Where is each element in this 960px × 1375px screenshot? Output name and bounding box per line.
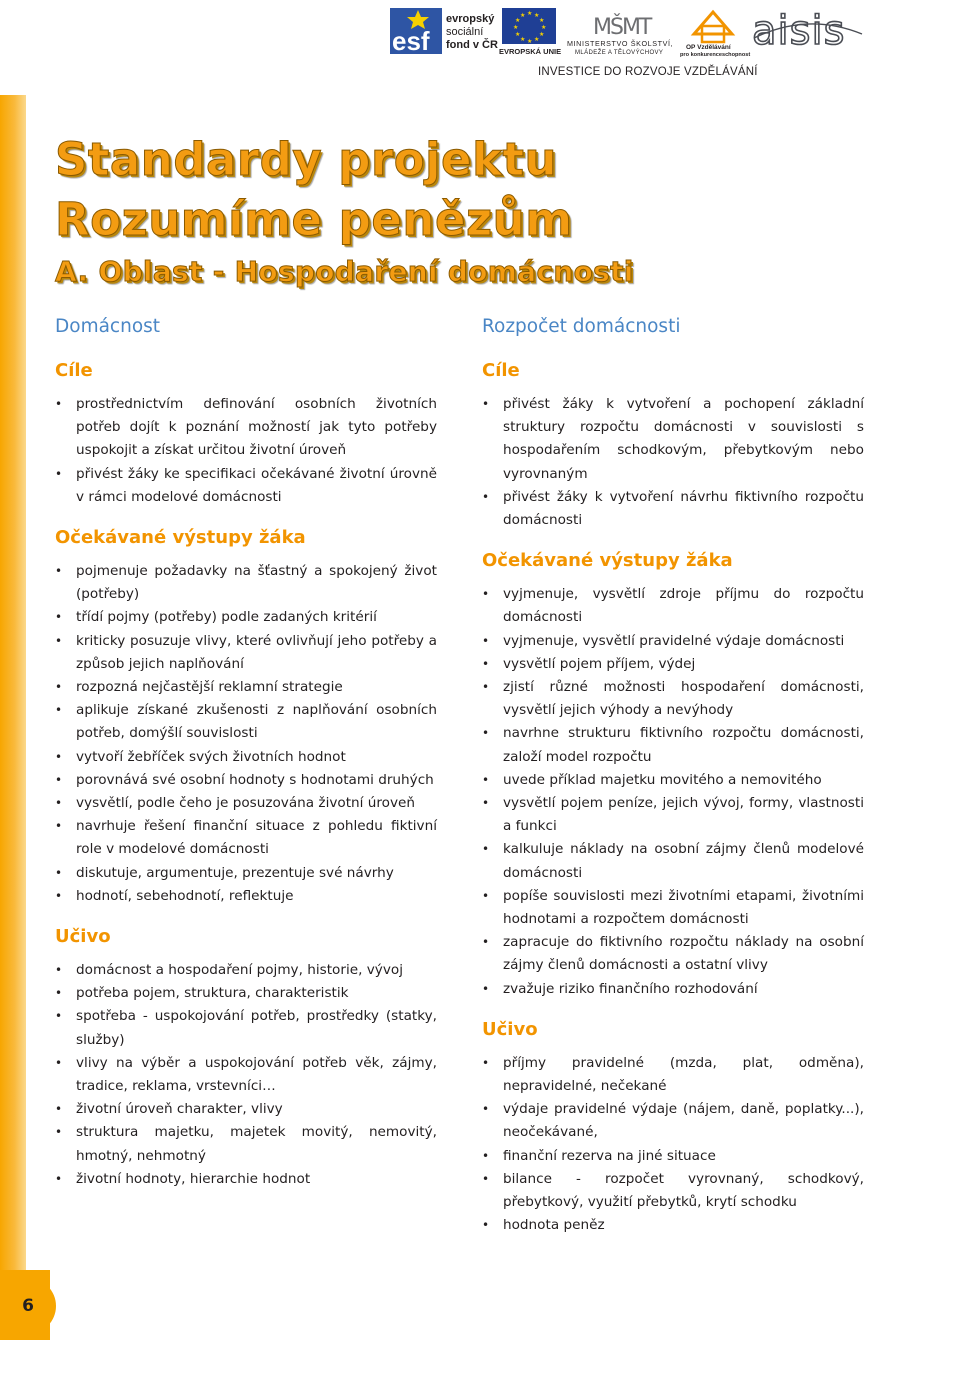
list-item: • domácnost a hospodaření pojmy, historie, vývoj bbox=[55, 959, 437, 982]
svg-text:★: ★ bbox=[513, 24, 519, 31]
list-item: • příjmy pravidelné (mzda, plat, odměna), nepravidelné, nečekané bbox=[482, 1052, 864, 1098]
list-item: • vyjmenuje, vysvětlí pravidelné výdaje domácnosti bbox=[482, 630, 864, 653]
list-item: • spotřeba - uspokojování potřeb, prostředky (statky, služby) bbox=[55, 1005, 437, 1051]
list-item: • přivést žáky ke specifikaci očekávané životní úrovně v rámci modelové domácnosti bbox=[55, 463, 437, 509]
outcomes-heading: Očekávané výstupy žáka bbox=[55, 527, 306, 549]
header-logos bbox=[0, 0, 960, 95]
svg-text:★: ★ bbox=[539, 17, 545, 24]
goals-heading: Cíle bbox=[482, 360, 520, 381]
op-line-1: OP Vzdělávání bbox=[686, 44, 731, 51]
outcomes-heading: Očekávané výstupy žáka bbox=[482, 550, 733, 572]
list-item: • vytvoří žebříček svých životních hodnot bbox=[55, 746, 437, 769]
esf-line-1: evropský bbox=[446, 13, 495, 25]
msmt-line-2: MLÁDEŽE A TĚLOVÝCHOVY bbox=[575, 50, 664, 56]
list-item: • uvede příklad majetku movitého a nemovitého bbox=[482, 769, 864, 792]
svg-text:★: ★ bbox=[520, 12, 526, 19]
svg-text:★: ★ bbox=[527, 38, 533, 45]
svg-text:★: ★ bbox=[515, 31, 521, 38]
list-item: • zvažuje riziko finančního rozhodování bbox=[482, 978, 864, 1001]
content-heading: Učivo bbox=[482, 1018, 538, 1040]
list-item: • hodnotí, sebehodnotí, reflektuje bbox=[55, 885, 437, 908]
esf-letters: esf bbox=[392, 26, 430, 56]
list-item: • porovnává své osobní hodnoty s hodnotami druhých bbox=[55, 769, 437, 792]
list-item: • rozpozná nejčastější reklamní strategie bbox=[55, 676, 437, 699]
list-item: • vyjmenuje, vysvětlí zdroje příjmu do rozpočtu domácnosti bbox=[482, 583, 864, 629]
list-item: • vlivy na výběr a uspokojování potřeb věk, zájmy, tradice, reklama, vrstevníci… bbox=[55, 1052, 437, 1098]
aisis-text: aisis bbox=[752, 8, 846, 54]
msmt-logo bbox=[567, 6, 675, 56]
outcomes-list bbox=[55, 560, 437, 908]
list-item: • třídí pojmy (potřeby) podle zadaných kritérií bbox=[55, 606, 437, 629]
svg-text:★: ★ bbox=[534, 36, 540, 43]
list-item: • přivést žáky k vytvoření návrhu fiktivního rozpočtu domácnosti bbox=[482, 486, 864, 532]
list-item: • kriticky posuzuje vlivy, které ovlivňují jeho potřeby a způsob jejich naplňování bbox=[55, 630, 437, 676]
svg-text:★: ★ bbox=[539, 31, 545, 38]
list-item: • bilance - rozpočet vyrovnaný, schodkový, přebytkový, využití přebytků, krytí schodku bbox=[482, 1168, 864, 1214]
list-item: • finanční rezerva na jiné situace bbox=[482, 1145, 864, 1168]
list-item: • životní úroveň charakter, vlivy bbox=[55, 1098, 437, 1121]
list-item: • aplikuje získané zkušenosti z naplňování osobních potřeb, domýšlí souvislosti bbox=[55, 699, 437, 745]
list-item: • přivést žáky k vytvoření a pochopení základní struktury rozpočtu domácnosti v souvislosti s hospodařením schodkovým, přebytkovým nebo vyrovnaným bbox=[482, 393, 864, 486]
investice-tagline: INVESTICE DO ROZVOJE VZDĚLÁVÁNÍ bbox=[538, 66, 758, 78]
section-heading-rozpocet: Rozpočet domácnosti bbox=[482, 316, 681, 337]
aisis-logo bbox=[750, 8, 865, 54]
content-list bbox=[482, 1052, 864, 1238]
page-number: 6 bbox=[0, 1278, 56, 1334]
list-item: • zjistí různé možnosti hospodaření domácnosti, vysvětlí jejich výhody a nevýhody bbox=[482, 676, 864, 722]
list-item: • životní hodnoty, hierarchie hodnot bbox=[55, 1168, 437, 1191]
list-item: • diskutuje, argumentuje, prezentuje své návrhy bbox=[55, 862, 437, 885]
list-item: • hodnota peněz bbox=[482, 1214, 864, 1237]
list-item: • navrhuje řešení finanční situace z pohledu fiktivní role v modelové domácnosti bbox=[55, 815, 437, 861]
svg-text:★: ★ bbox=[534, 12, 540, 19]
list-item: • vysvětlí pojem příjem, výdej bbox=[482, 653, 864, 676]
list-item: • prostřednictvím definování osobních životních potřeb dojít k poznání možností jak tyto potřeby uspokojit a získat určitou životní úroveň bbox=[55, 393, 437, 463]
msmt-mark: MŠMT bbox=[593, 15, 651, 40]
content-heading: Učivo bbox=[55, 926, 111, 948]
eu-flag-logo bbox=[498, 6, 560, 56]
list-item: • potřeba pojem, struktura, charakteristik bbox=[55, 982, 437, 1005]
title-line-1: Standardy projektu bbox=[55, 133, 558, 186]
svg-text:★: ★ bbox=[541, 24, 547, 31]
list-item: • struktura majetku, majetek movitý, nemovitý, hmotný, nehmotný bbox=[55, 1121, 437, 1167]
outcomes-list bbox=[482, 583, 864, 1001]
op-vzdelavani-logo bbox=[680, 6, 751, 58]
list-item: • navrhne strukturu fiktivního rozpočtu domácnosti, založí model rozpočtu bbox=[482, 722, 864, 768]
goals-list bbox=[482, 393, 864, 532]
list-item: • kalkuluje náklady na osobní zájmy členů modelové domácnosti bbox=[482, 838, 864, 884]
list-item: • vysvětlí pojem peníze, jejich vývoj, formy, vlastnosti a funkci bbox=[482, 792, 864, 838]
goals-heading: Cíle bbox=[55, 360, 93, 381]
orange-side-strip bbox=[0, 95, 26, 1270]
list-item: • zapracuje do fiktivního rozpočtu náklady na osobní zájmy členů domácnosti a ostatní vlivy bbox=[482, 931, 864, 977]
esf-line-3: fond v ČR bbox=[446, 39, 498, 51]
msmt-line-1: MINISTERSTVO ŠKOLSTVÍ, bbox=[567, 39, 674, 48]
svg-text:★: ★ bbox=[515, 17, 521, 24]
right-column bbox=[482, 316, 864, 1238]
list-item: • popíše souvislosti mezi životními etapami, životními hodnotami a rozpočtem domácnosti bbox=[482, 885, 864, 931]
left-column bbox=[55, 316, 437, 1191]
op-line-2: pro konkurenceschopnost bbox=[680, 52, 751, 58]
svg-text:★: ★ bbox=[520, 36, 526, 43]
eu-label: EVROPSKÁ UNIE bbox=[499, 47, 562, 56]
list-item: • pojmenuje požadavky na šťastný a spokojený život (potřeby) bbox=[55, 560, 437, 606]
goals-list bbox=[55, 393, 437, 509]
esf-logo bbox=[388, 6, 498, 56]
title-line-2: Rozumíme penězům bbox=[55, 193, 573, 246]
list-item: • vysvětlí, podle čeho je posuzována životní úroveň bbox=[55, 792, 437, 815]
svg-text:★: ★ bbox=[527, 10, 533, 17]
content-list bbox=[55, 959, 437, 1191]
list-item: • výdaje pravidelné výdaje (nájem, daně, poplatky...), neočekávané, bbox=[482, 1098, 864, 1144]
section-heading-domacnost: Domácnost bbox=[55, 316, 161, 337]
title-line-3: A. Oblast - Hospodaření domácnosti bbox=[55, 255, 634, 288]
esf-line-2: sociální bbox=[446, 26, 484, 38]
